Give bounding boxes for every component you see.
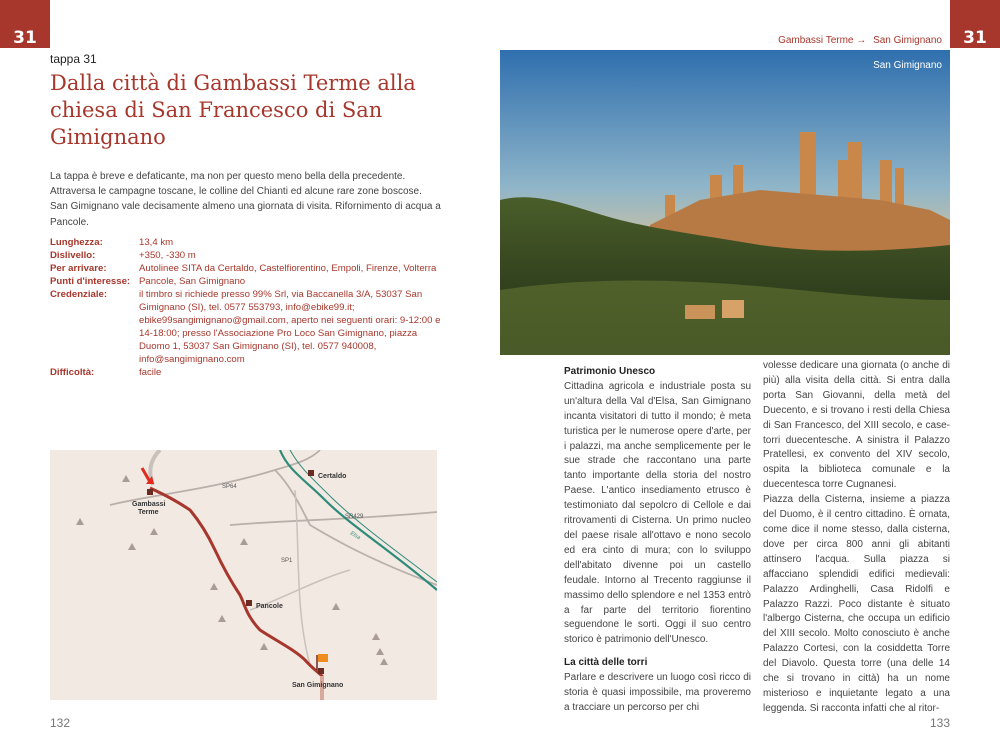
label-sp1: SP1 — [281, 558, 293, 564]
road-sp64 — [110, 450, 320, 505]
fact-value: Autolinee SITA da Certaldo, Castelfiorentino, Empoli, Firenze, Volterra — [139, 263, 437, 274]
farmhouse — [685, 305, 715, 319]
label-san-gimignano: San Gimignano — [292, 682, 344, 689]
town-marker-gambassi — [147, 489, 153, 495]
fact-elevation — [50, 249, 445, 262]
label-sp64: SP64 — [222, 484, 237, 490]
fact-points-of-interest — [50, 275, 445, 288]
page-number-left: 132 — [50, 716, 71, 730]
label-river-elsa: Elsa — [349, 530, 362, 542]
photo-caption: San Gimignano — [873, 60, 942, 71]
fact-label: Per arrivare: — [50, 263, 107, 274]
fact-label: Punti d'interesse: — [50, 276, 131, 287]
label-sr429: SR429 — [345, 514, 364, 520]
fact-value: +350, -330 m — [139, 250, 196, 261]
running-head-from: Gambassi Terme — [778, 35, 854, 46]
hill-icon — [128, 543, 136, 550]
text-column-2 — [763, 359, 950, 717]
arrow-right-icon: → — [856, 35, 867, 46]
hill-icon — [150, 528, 158, 535]
san-gimignano-photo — [500, 50, 950, 355]
farmhouse — [722, 300, 744, 318]
road-sr429 — [230, 512, 437, 525]
fact-transport — [50, 262, 445, 275]
fact-length — [50, 236, 445, 249]
town-marker-san-gimignano — [318, 668, 324, 674]
hill-icon — [332, 603, 340, 610]
hill-icon — [218, 615, 226, 622]
finish-flag-icon — [318, 654, 328, 662]
hill-icon — [122, 475, 130, 482]
hill-icon — [372, 633, 380, 640]
body-paragraph: volesse dedicare una giornata (o anche di più) alla visita della città. Si entra dalla porta San Giovanni, della metà del Duecento, e si trovano i resti della Chiesa di San Francesco, del XIII secolo, e case-torri duecentesche. A sinistra il Palazzo Pratellesi, ex convento del XIV secolo, ospita la biblioteca comunale e la duecentesca torre Cugnanesi. — [763, 360, 950, 491]
body-paragraph: Piazza della Cisterna, insieme a piazza del Duomo, è il centro cittadino. È ornata, come dice il nome stesso, dalla cisterna, dove per circa 800 anni gli abitanti attinsero l'acqua. Sulla piazza si affacciano splendidi edifici medievali: Palazzo Ardinghelli, Casa Ridolfi e Palazzo Razzi. Poco distante è situato l'albergo Cisterna, che occupa un edificio del XIII secolo. Molto conosciuto è anche Palazzo Cortesi, con la cosiddetta Torre del Diavolo. Questa torre (una delle 14 che si trovano in città) ha un nome misterioso e inquietante legato a una leggenda. Si racconta infatti che al ritor- — [763, 494, 950, 714]
stage-label: tappa 31 — [50, 52, 97, 66]
fact-label: Dislivello: — [50, 250, 96, 261]
fact-label: Credenziale: — [50, 289, 108, 300]
stage-number-tab: 31 — [0, 0, 50, 48]
intro-paragraph: La tappa è breve e defaticante, ma non per questo meno bella della precedente. Attraversa le campagne toscane, le colline del Chianti ed alcune rare zone boscose. San Gimignano vale decisamente almeno una giornata di visita. Rifornimento di acqua a Pancole. — [50, 171, 441, 228]
fact-label: Difficoltà: — [50, 367, 95, 378]
fact-difficulty — [50, 366, 445, 379]
label-pancole: Pancole — [256, 603, 283, 610]
running-head — [778, 35, 942, 46]
section-heading: La città delle torri — [564, 657, 648, 669]
hill-icon — [376, 648, 384, 655]
hill-icon — [210, 583, 218, 590]
road-sp1 — [295, 490, 310, 665]
stage-number-tab: 31 — [950, 0, 1000, 48]
fact-value: facile — [139, 367, 162, 378]
text-column-1 — [564, 365, 751, 716]
fact-value: Pancole, San Gimignano — [139, 276, 246, 287]
hill-markers — [76, 475, 388, 665]
section-heading: Patrimonio Unesco — [564, 366, 656, 377]
stage-facts — [50, 236, 445, 379]
page-title: Dalla città di Gambassi Terme alla chiesa di San Francesco di San Gimignano — [50, 71, 416, 149]
label-certaldo: Certaldo — [318, 473, 347, 480]
hill-icon — [260, 643, 268, 650]
right-page — [500, 0, 1000, 750]
fact-credential — [50, 288, 445, 366]
hill-icon — [76, 518, 84, 525]
river-elsa-bank — [290, 450, 437, 582]
town-marker-pancole — [246, 600, 252, 606]
label-terme: Terme — [138, 509, 159, 516]
page-number-right: 133 — [929, 716, 950, 730]
hill-icon — [380, 658, 388, 665]
fact-label: Lunghezza: — [50, 237, 103, 248]
town-marker-certaldo — [308, 470, 314, 476]
photo-graphic — [500, 50, 950, 355]
body-paragraph: Cittadina agricola e industriale posta su un'altura della Val d'Elsa, San Gimignano incanta visitatori di tutto il mondo; è meta turistica per le numerose opere d'arte, per i palazzi, ma anche semplicemente per le sue strade che raccontano una parte tanto importante della storia del nostro Paese. L'antico insediamento etrusco è testimoniato dal sepolcro di Cellole e dai ritrovamenti di Cisterna. Un primo nucleo del paese risale all'ottavo e nono secolo ed era cinto di mura; con lo sviluppo dell'abitato divenne poi un castello feudale. Intorno al Trecento raggiunse il massimo dello splendore e nel 1353 entrò a far parte del territorio fiorentino seguendone le sorti. Oggi il suo centro storico è patrimonio dell'Unesco. — [564, 380, 751, 646]
fact-value: 13,4 km — [139, 237, 174, 248]
running-head-to: San Gimignano — [873, 35, 942, 46]
body-paragraph: Parlare e descrivere un luogo così ricco di storia è quasi impossibile, ma proveremo a tracciare un percorso per chi — [564, 672, 751, 713]
route-map-graphic — [50, 450, 437, 700]
fact-value: il timbro si richiede presso 99% Srl, via Baccanella 3/A, 53037 San Gimignano (SI), tel. 0577 553793, info@ebike99.it; ebike99sangimignano@gmail.com, aperto nei seguenti orari: 9-12:00 e 14-18:00; presso l'Associazione Pro Loco San Gimignano, piazza Duomo 1, 53037 San Gimignano (SI), tel. 0577 940008, info@sangimignano.com — [139, 289, 441, 365]
label-gambassi: Gambassi — [132, 501, 166, 508]
paragraph-gap — [564, 648, 751, 656]
hill-icon — [240, 538, 248, 545]
route-map — [50, 450, 437, 700]
